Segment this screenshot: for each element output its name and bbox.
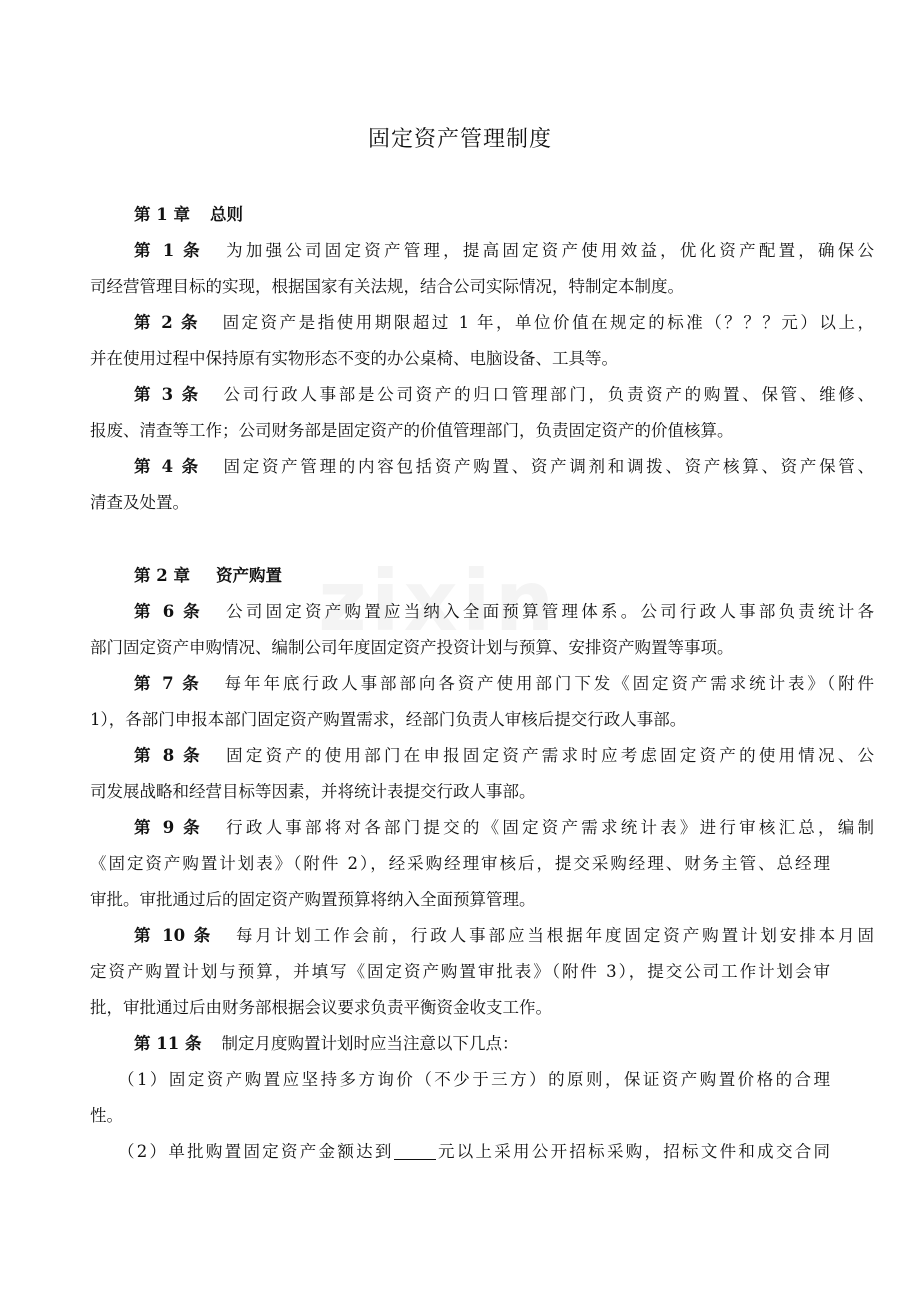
article-9-line-1	[90, 810, 874, 846]
article-4-line-1	[90, 449, 874, 485]
article-number: 第 9 条	[134, 818, 203, 837]
chapter-name: 总则	[209, 205, 243, 224]
article-number: 第 6 条	[134, 602, 203, 621]
article-2-line-1	[90, 305, 874, 341]
article-number: 第 1 条	[134, 241, 203, 260]
article-text: 行政人事部将对各部门提交的《固定资产需求统计表》进行审核汇总，编制	[222, 818, 874, 837]
article-text: 固定资产的使用部门在申报固定资产需求时应考虑固定资产的使用情况、公	[222, 746, 874, 765]
article-text: 固定资产管理的内容包括资产购置、资产调剂和调拨、资产核算、资产保管、	[220, 457, 874, 476]
point-1-line-2: 性。	[90, 1106, 123, 1125]
article-10-line-1	[90, 918, 874, 954]
chapter-name: 资产购置	[215, 566, 282, 585]
article-10-line-3: 批，审批通过后由财务部根据会议要求负责平衡资金收支工作。	[90, 998, 552, 1017]
article-number: 第 7 条	[134, 674, 202, 693]
article-number: 第 11 条	[134, 1034, 202, 1053]
article-number: 第 10 条	[134, 926, 214, 945]
article-2-line-2: 并在使用过程中保持原有实物形态不变的办公桌椅、电脑设备、工具等。	[90, 349, 618, 368]
article-3-line-1	[90, 377, 874, 413]
article-text: 公司行政人事部是公司资产的归口管理部门，负责资产的购置、保管、维修、	[220, 385, 874, 404]
article-text: 每年年底行政人事部部向各资产使用部门下发《固定资产需求统计表》（附件	[221, 674, 874, 693]
article-10-line-2: 定资产购置计划与预算，并填写《固定资产购置审批表》（附件 3），提交公司工作计划会审	[90, 962, 830, 981]
chapter-1-heading	[90, 197, 874, 233]
article-1-line-2: 司经营管理目标的实现，根据国家有关法规，结合公司实际情况，特制定本制度。	[90, 277, 684, 296]
article-8-line-2: 司发展战略和经营目标等因素，并将统计表提交行政人事部。	[90, 782, 536, 801]
article-text: 公司固定资产购置应当纳入全面预算管理体系。公司行政人事部负责统计各	[222, 602, 874, 621]
article-9-line-3: 审批。审批通过后的固定资产购置预算将纳入全面预算管理。	[90, 890, 536, 909]
article-3-line-2: 报废、清查等工作；公司财务部是固定资产的价值管理部门，负责固定资产的价值核算。	[90, 421, 734, 440]
article-number: 第 2 条	[134, 313, 201, 332]
article-7-line-1	[90, 666, 874, 702]
point-1-line-1: （1）固定资产购置应坚持多方询价（不少于三方）的原则，保证资产购置价格的合理	[118, 1070, 830, 1089]
point-text: （2）单批购置固定资产金额达到	[118, 1142, 394, 1161]
article-7-line-2: 1），各部门申报本部门固定资产购置需求，经部门负责人审核后提交行政人事部。	[90, 710, 687, 729]
article-text: 制定月度购置计划时应当注意以下几点：	[221, 1034, 519, 1053]
article-9-line-2: 《固定资产购置计划表》（附件 2），经采购经理审核后，提交采购经理、财务主管、总经理	[90, 854, 830, 873]
article-8-line-1	[90, 738, 874, 774]
document-title: 固定资产管理制度	[367, 127, 552, 152]
point-2-line-1	[90, 1134, 830, 1170]
article-text: 为加强公司固定资产管理，提高固定资产使用效益，优化资产配置，确保公	[222, 241, 874, 260]
article-text: 每月计划工作会前，行政人事部应当根据年度固定资产购置计划安排本月固	[233, 926, 875, 945]
article-number: 第 3 条	[134, 385, 201, 404]
article-11-line-1	[90, 1026, 874, 1062]
article-6-line-2: 部门固定资产申购情况、编制公司年度固定资产投资计划与预算、安排资产购置等事项。	[90, 638, 734, 657]
article-6-line-1	[90, 594, 874, 630]
article-number: 第 4 条	[134, 457, 201, 476]
article-1-line-1	[90, 233, 874, 269]
article-4-line-2: 清查及处置。	[90, 493, 189, 512]
article-text: 固定资产是指使用期限超过 1 年，单位价值在规定的标准（？？？元）以上，	[220, 313, 874, 332]
amount-blank	[394, 1139, 436, 1160]
chapter-2-heading	[90, 558, 874, 594]
chapter-number: 第 2 章	[134, 566, 190, 585]
chapter-number: 第 1 章	[134, 205, 190, 224]
point-text: 元以上采用公开招标采购，招标文件和成交合同	[435, 1142, 831, 1161]
article-number: 第 8 条	[134, 746, 203, 765]
